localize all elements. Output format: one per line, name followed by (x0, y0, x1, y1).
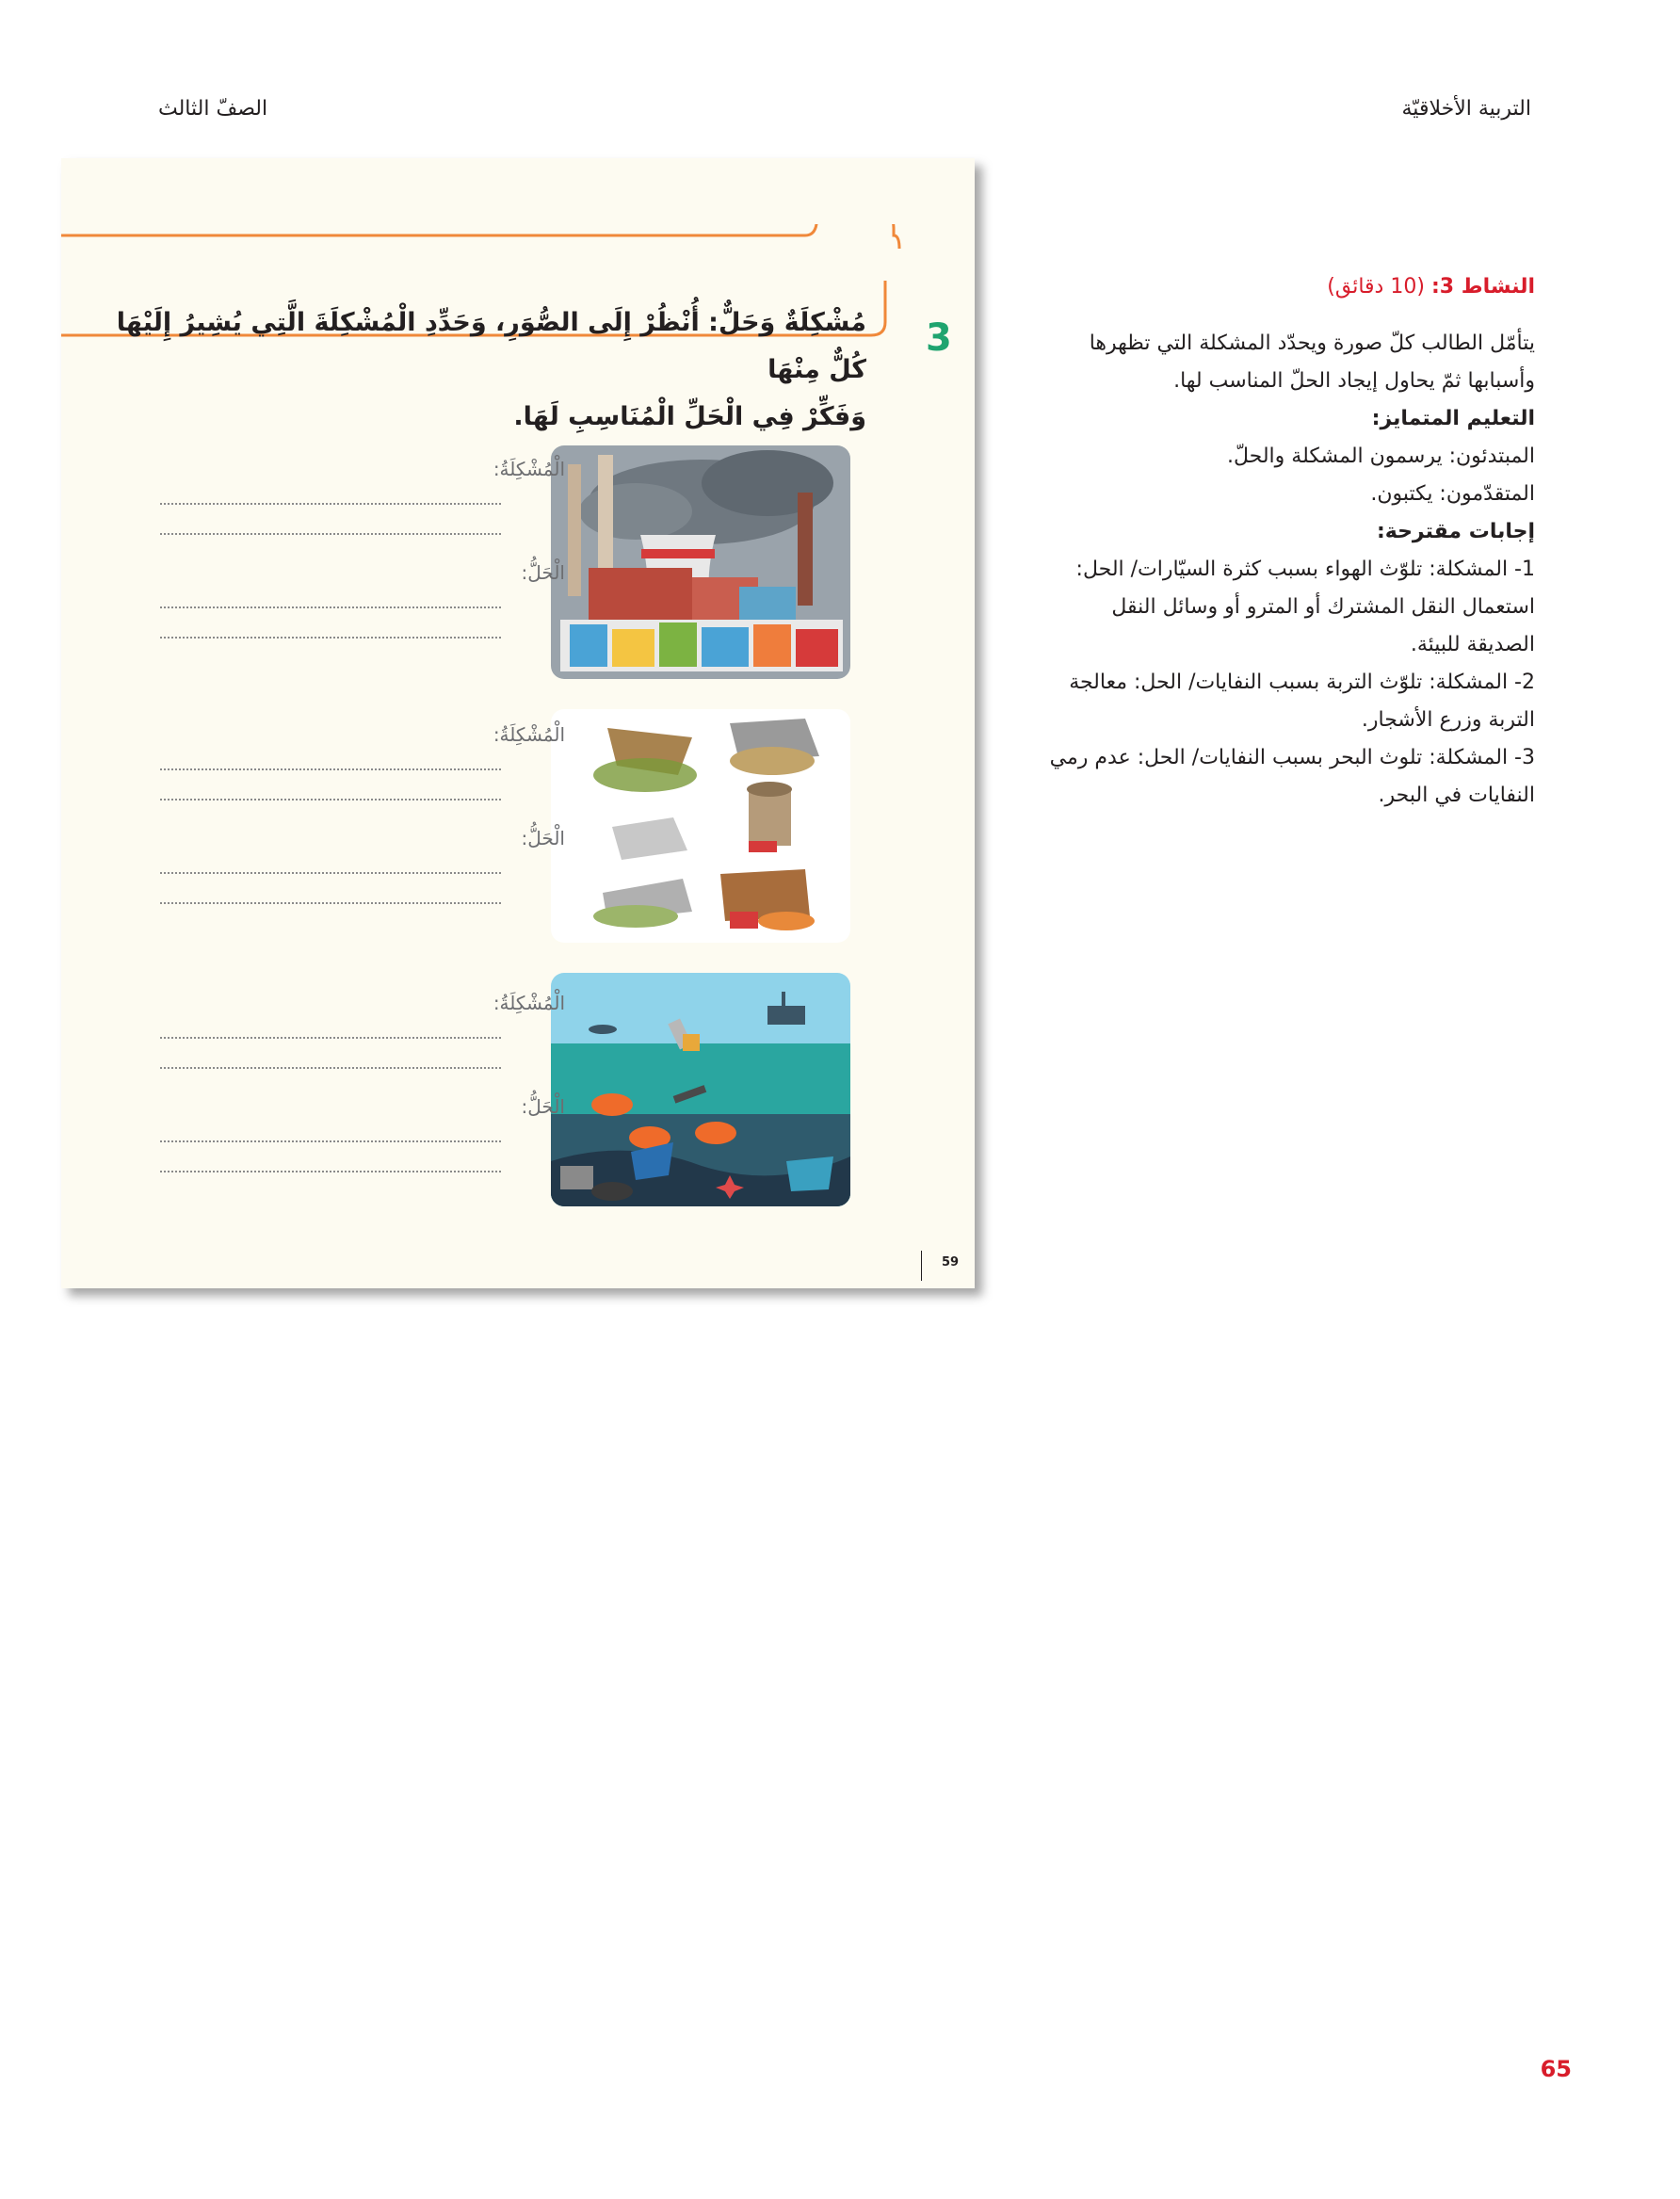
advanced-note: المتقدّمون: يكتبون. (1370, 482, 1535, 506)
student-book-page (61, 158, 975, 1288)
solution-label-3: الْحَلُّ: (521, 1095, 565, 1118)
problem-answer-line[interactable] (160, 799, 501, 800)
student-page-number: 59 (942, 1255, 960, 1269)
solution-answer-line[interactable] (160, 1140, 501, 1142)
problem-answer-line[interactable] (160, 533, 501, 535)
solution-answer-line[interactable] (160, 902, 501, 904)
activity-description: يتأمّل الطالب كلّ صورة ويحدّد المشكلة التي تظهرها وأسبابها ثمّ يحاول إيجاد الحلّ المناسب لها. (1089, 331, 1535, 393)
solution-answer-line[interactable] (160, 1171, 501, 1172)
problem-label-2: الْمُشْكِلَةُ: (493, 723, 565, 746)
solution-label-2: الْحَلُّ: (521, 827, 565, 849)
answers-title: إجابات مقترحة: (1376, 520, 1535, 543)
problem-label-3: الْمُشْكِلَةُ: (493, 992, 565, 1014)
teacher-notes (1045, 268, 1535, 815)
activity-number: 3 (926, 316, 952, 360)
activity-duration: (10 دقائق) (1327, 275, 1425, 299)
solution-label-1: الْحَلُّ: (521, 561, 565, 584)
problem-answer-line[interactable] (160, 1037, 501, 1039)
activity-instruction (94, 299, 866, 441)
garbage-waste-image (551, 709, 850, 943)
beginners-note: المبتدئون: يرسمون المشكلة والحلّ. (1226, 445, 1535, 468)
instruction-title: مُشْكِلَةٌ وَحَلٌّ: (708, 308, 866, 337)
factory-pollution-image (551, 445, 850, 679)
suggested-answer-3: 3- المشكلة: تلوث البحر بسبب النفايات/ الحل: عدم رمي النفايات في البحر. (1049, 746, 1535, 807)
grade-label: الصفّ الثالث (158, 97, 268, 121)
guide-page-number: 65 (1540, 2056, 1572, 2082)
solution-answer-line[interactable] (160, 637, 501, 639)
page-number-divider (921, 1251, 922, 1281)
instruction-line2: وَفَكِّرْ فِي الْحَلِّ الْمُنَاسِبِ لَهَا. (513, 402, 866, 431)
solution-answer-line[interactable] (160, 872, 501, 874)
problem-answer-line[interactable] (160, 1067, 501, 1069)
subject-label: التربية الأخلاقيّة (1401, 97, 1531, 121)
problem-label-1: الْمُشْكِلَةُ: (493, 458, 565, 480)
solution-answer-line[interactable] (160, 606, 501, 608)
activity-title: النشاط 3: (1430, 275, 1535, 299)
differentiation-title: التعليم المتمايز: (1371, 407, 1535, 430)
problem-answer-line[interactable] (160, 768, 501, 770)
instruction-line1: أُنْظُرْ إِلَى الصُّوَرِ، وَحَدِّدِ الْمُشْكِلَةَ الَّتِي يُشِيرُ إِلَيْهَا كُلٌّ مِنْهَا (116, 308, 866, 384)
suggested-answer-1: 1- المشكلة: تلوّث الهواء بسبب كثرة السيّارات/ الحل: استعمال النقل المشترك أو المترو أو وسائل النقل الصديقة للبيئة. (1075, 558, 1535, 656)
ocean-pollution-image (551, 973, 850, 1206)
suggested-answer-2: 2- المشكلة: تلوّث التربة بسبب النفايات/ الحل: معالجة التربة وزرع الأشجار. (1069, 671, 1535, 732)
problem-answer-line[interactable] (160, 503, 501, 505)
